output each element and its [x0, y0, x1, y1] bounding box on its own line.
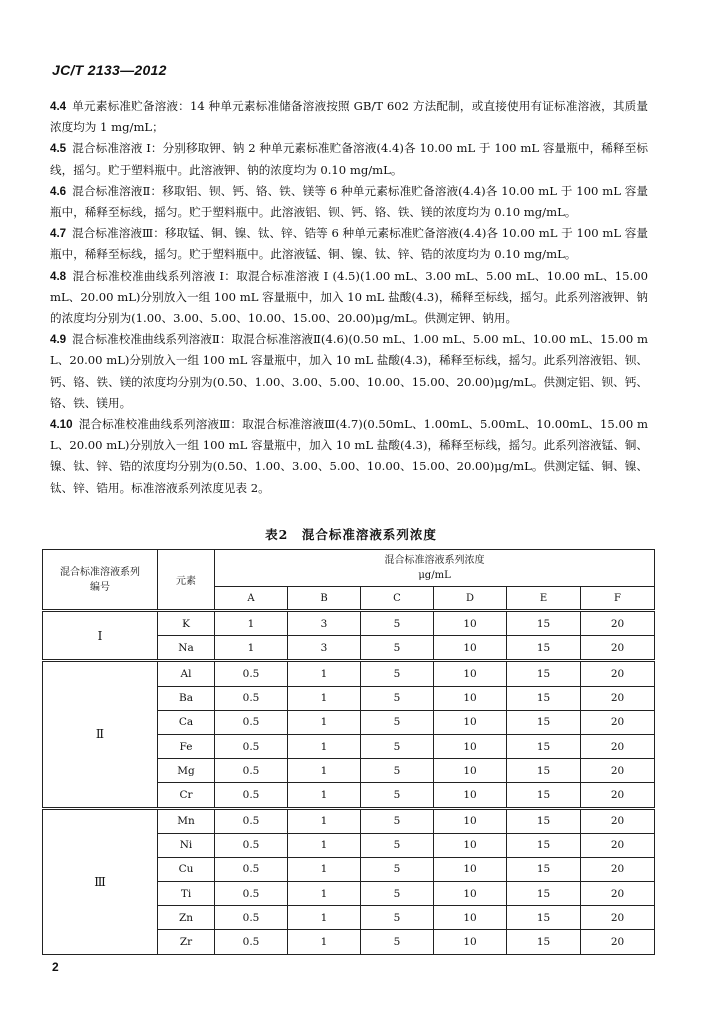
concentration-cell: 1: [288, 759, 361, 783]
concentration-cell: 10: [434, 906, 507, 930]
element-cell: Fe: [158, 734, 215, 758]
concentration-cell: 5: [361, 710, 434, 734]
header-level-e: E: [507, 587, 581, 611]
concentration-cell: 15: [507, 611, 581, 636]
concentration-cell: 5: [361, 611, 434, 636]
clause-text: 混合标准溶液Ⅲ：移取锰、铜、镍、钛、锌、锆等 6 种单元素标准贮备溶液(4.4)各 10.00 mL 于 100 mL 容量瓶中，稀释至标线，摇匀。贮于塑料瓶中。此溶液锰、铜、镍、钛、锌、锆的浓度均为 0.10 mg/mL。: [50, 226, 648, 262]
header-element: 元素: [158, 550, 215, 611]
table-title: 表2 混合标准溶液系列浓度: [265, 527, 437, 542]
concentration-cell: 0.5: [215, 882, 288, 906]
clause-4-5: [50, 138, 648, 180]
element-cell: Cr: [158, 783, 215, 808]
concentration-cell: 20: [581, 686, 655, 710]
concentration-cell: 10: [434, 857, 507, 881]
concentration-cell: 10: [434, 734, 507, 758]
header-level-b: B: [288, 587, 361, 611]
concentration-cell: 15: [507, 734, 581, 758]
concentration-cell: 10: [434, 783, 507, 808]
concentration-cell: 5: [361, 882, 434, 906]
concentration-cell: 10: [434, 930, 507, 954]
clause-text: 单元素标准贮备溶液：14 种单元素标准储备溶液按照 GB/T 602 方法配制，或直接使用有证标准溶液，其质量浓度均为 1 mg/mL；: [50, 99, 648, 135]
concentration-cell: 1: [288, 882, 361, 906]
clause-text: 混合标准校准曲线系列溶液Ⅱ：取混合标准溶液Ⅱ(4.6)(0.50 mL、1.00 mL、5.00 mL、10.00 mL、15.00 mL、20.00 mL)分别放入一组 100 mL 容量瓶中，加入 10 mL 盐酸(4.3)，稀释至标线，摇匀。此系列溶液铝、钡、钙、铬、铁、镁的浓度均分别为(0.50、1.00、3.00、5.00、10.00、15.00、20.00)μg/mL。供测定铝、钡、钙、铬、铁、镁用。: [50, 332, 648, 410]
concentration-cell: 0.5: [215, 759, 288, 783]
concentration-cell: 20: [581, 759, 655, 783]
header-concentration-title: 混合标准溶液系列浓度: [384, 555, 485, 566]
concentration-cell: 15: [507, 882, 581, 906]
element-cell: Mn: [158, 808, 215, 833]
concentration-cell: 0.5: [215, 686, 288, 710]
element-cell: Zn: [158, 906, 215, 930]
concentration-cell: 5: [361, 636, 434, 661]
concentration-cell: 10: [434, 686, 507, 710]
concentration-cell: 10: [434, 710, 507, 734]
element-cell: Ti: [158, 882, 215, 906]
concentration-cell: 0.5: [215, 808, 288, 833]
series-group-label: Ⅰ: [43, 611, 158, 661]
concentration-cell: 10: [434, 636, 507, 661]
header-level-f: F: [581, 587, 655, 611]
concentration-cell: 20: [581, 930, 655, 954]
concentration-cell: 20: [581, 783, 655, 808]
concentration-cell: 5: [361, 930, 434, 954]
clause-text: 混合标准校准曲线系列溶液Ⅲ：取混合标准溶液Ⅲ(4.7)(0.50mL、1.00mL、5.00mL、10.00mL、15.00 mL、20.00 mL)分别放入一组 100 mL 容量瓶中，加入 10 mL 盐酸(4.3)，稀释至标线，摇匀。此系列溶液锰、铜、镍、钛、锌、锆的浓度均分别为(0.50、1.00、3.00、5.00、10.00、15.00、20.00)μg/mL。供测定锰、铜、镍、钛、锌、锆用。标准溶液系列浓度见表 2。: [50, 417, 648, 495]
clause-number: 4.5: [50, 142, 67, 156]
concentration-cell: 5: [361, 906, 434, 930]
concentration-cell: 0.5: [215, 833, 288, 857]
clause-number: 4.4: [50, 100, 67, 113]
table-row: [43, 808, 655, 833]
element-cell: K: [158, 611, 215, 636]
concentration-cell: 20: [581, 808, 655, 833]
concentration-cell: 5: [361, 808, 434, 833]
concentration-cell: 0.5: [215, 783, 288, 808]
element-cell: Ba: [158, 686, 215, 710]
concentration-cell: 15: [507, 857, 581, 881]
element-cell: Ni: [158, 833, 215, 857]
concentration-cell: 5: [361, 686, 434, 710]
concentration-cell: 20: [581, 734, 655, 758]
clause-text: 混合标准校准曲线系列溶液 Ⅰ：取混合标准溶液 Ⅰ (4.5)(1.00 mL、3.00 mL、5.00 mL、10.00 mL、15.00 mL、20.00 mL)分别放入一组 100 mL 容量瓶中，加入 10 mL 盐酸(4.3)，稀释至标线，摇匀。此系列溶液钾、钠的浓度均分别为(1.00、3.00、5.00、10.00、15.00、20.00)μg/mL。供测定钾、钠用。: [50, 268, 648, 326]
concentration-table: [42, 549, 655, 955]
clause-4-6: [50, 181, 648, 223]
concentration-cell: 1: [288, 661, 361, 686]
clause-number: 4.8: [50, 269, 67, 283]
element-cell: Na: [158, 636, 215, 661]
concentration-cell: 5: [361, 833, 434, 857]
clause-4-4: [50, 96, 648, 138]
concentration-cell: 1: [215, 611, 288, 636]
concentration-cell: 15: [507, 930, 581, 954]
concentration-cell: 15: [507, 710, 581, 734]
concentration-cell: 10: [434, 611, 507, 636]
clause-number: 4.7: [50, 227, 67, 241]
series-group-label: Ⅱ: [43, 661, 158, 808]
concentration-cell: 10: [434, 661, 507, 686]
concentration-cell: 3: [288, 611, 361, 636]
element-cell: Zr: [158, 930, 215, 954]
concentration-cell: 5: [361, 857, 434, 881]
concentration-cell: 15: [507, 661, 581, 686]
clause-text: 混合标准溶液 Ⅰ：分别移取钾、钠 2 种单元素标准贮备溶液(4.4)各 10.00 mL 于 100 mL 容量瓶中，稀释至标线，摇匀。贮于塑料瓶中。此溶液钾、钠的浓度均为 0.10 mg/mL。: [50, 141, 648, 177]
concentration-cell: 10: [434, 833, 507, 857]
concentration-cell: 15: [507, 636, 581, 661]
concentration-cell: 20: [581, 611, 655, 636]
header-level-a: A: [215, 587, 288, 611]
document-code-header: JC/T 2133—2012: [52, 62, 167, 78]
clause-4-8: [50, 266, 648, 330]
concentration-cell: 1: [288, 857, 361, 881]
clause-number: 4.10: [50, 418, 73, 432]
header-concentration: [215, 550, 655, 587]
concentration-cell: 1: [288, 833, 361, 857]
series-group-label: Ⅲ: [43, 808, 158, 954]
concentration-cell: 0.5: [215, 710, 288, 734]
page-number: 2: [52, 960, 59, 974]
concentration-cell: 15: [507, 759, 581, 783]
element-cell: Mg: [158, 759, 215, 783]
concentration-cell: 15: [507, 808, 581, 833]
header-series-id: 混合标准溶液系列编号: [43, 550, 158, 611]
table-row: [43, 661, 655, 686]
concentration-cell: 20: [581, 710, 655, 734]
clause-4-7: [50, 223, 648, 265]
concentration-cell: 0.5: [215, 734, 288, 758]
concentration-cell: 1: [215, 636, 288, 661]
concentration-cell: 0.5: [215, 857, 288, 881]
concentration-cell: 10: [434, 759, 507, 783]
concentration-cell: 10: [434, 808, 507, 833]
concentration-cell: 20: [581, 661, 655, 686]
concentration-cell: 1: [288, 734, 361, 758]
clause-4-9: [50, 329, 648, 414]
concentration-cell: 0.5: [215, 906, 288, 930]
element-cell: Cu: [158, 857, 215, 881]
concentration-cell: 5: [361, 759, 434, 783]
clause-text: 混合标准溶液Ⅱ：移取铝、钡、钙、铬、铁、镁等 6 种单元素标准贮备溶液(4.4)各 10.00 mL 于 100 mL 容量瓶中，稀释至标线，摇匀。贮于塑料瓶中。此溶液铝、钡、钙、铬、铁、镁的浓度均为 0.10 mg/mL。: [50, 183, 648, 220]
concentration-cell: 5: [361, 661, 434, 686]
body-text: [50, 96, 648, 499]
concentration-cell: 15: [507, 783, 581, 808]
clause-number: 4.6: [50, 184, 67, 198]
concentration-cell: 5: [361, 783, 434, 808]
concentration-cell: 10: [434, 882, 507, 906]
concentration-cell: 15: [507, 833, 581, 857]
concentration-cell: 1: [288, 710, 361, 734]
clause-4-10: [50, 414, 648, 499]
concentration-cell: 20: [581, 882, 655, 906]
concentration-cell: 1: [288, 808, 361, 833]
concentration-cell: 15: [507, 686, 581, 710]
header-level-c: C: [361, 587, 434, 611]
element-cell: Al: [158, 661, 215, 686]
concentration-cell: 0.5: [215, 661, 288, 686]
concentration-cell: 15: [507, 906, 581, 930]
concentration-cell: 1: [288, 930, 361, 954]
concentration-cell: 0.5: [215, 930, 288, 954]
concentration-cell: 5: [361, 734, 434, 758]
concentration-cell: 20: [581, 857, 655, 881]
concentration-cell: 1: [288, 686, 361, 710]
header-concentration-unit: μg/mL: [418, 570, 451, 581]
clause-number: 4.9: [50, 333, 67, 347]
concentration-cell: 1: [288, 783, 361, 808]
concentration-cell: 20: [581, 636, 655, 661]
concentration-cell: 3: [288, 636, 361, 661]
concentration-cell: 1: [288, 906, 361, 930]
concentration-cell: 20: [581, 906, 655, 930]
concentration-cell: 20: [581, 833, 655, 857]
table-row: [43, 611, 655, 636]
header-level-d: D: [434, 587, 507, 611]
element-cell: Ca: [158, 710, 215, 734]
